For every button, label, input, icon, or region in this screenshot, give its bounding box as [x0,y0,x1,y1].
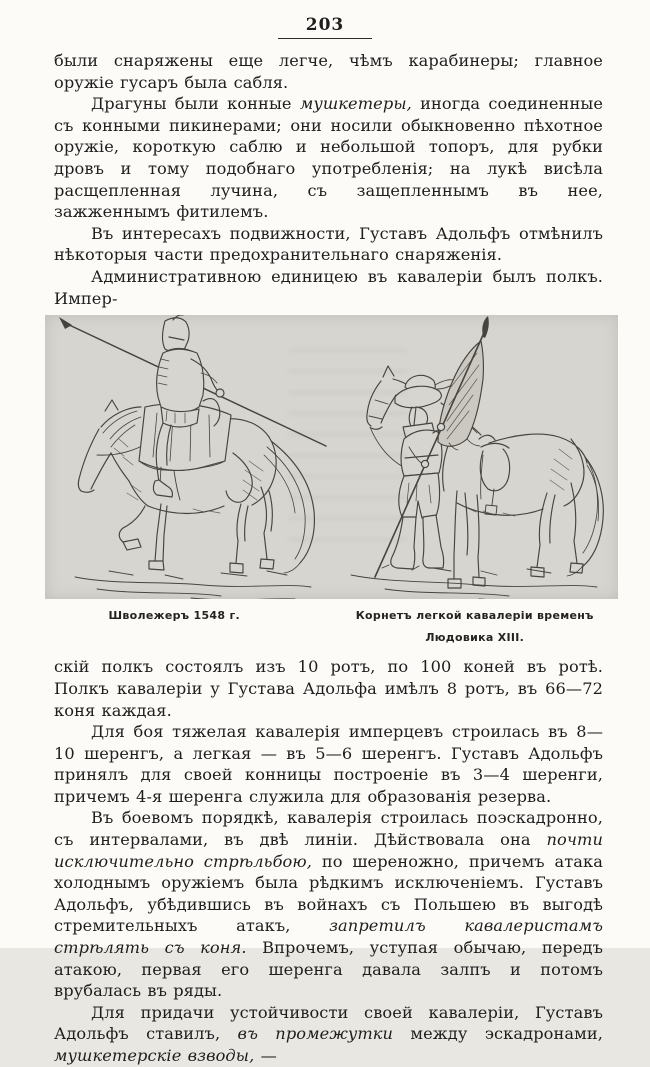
page-header [0,0,650,39]
ground-hatching [351,567,597,599]
paragraph-text: — [254,1046,277,1065]
figure-captions [45,605,618,648]
paragraph [54,1002,603,1067]
paragraph-text-italic: почти исключительно стрѣльбою, [54,830,603,871]
figure-plate [45,315,618,599]
paragraph-text: Впрочемъ, уступая обычаю, передъ атакою, первая его шеренга давала залпъ и потомъ врубалась въ ряды. [54,938,603,1001]
page-number: 203 [278,15,373,39]
paragraph-text-italic: въ промежутки [237,1024,394,1044]
paragraph-text: были снаряжены еще легче, чѣмъ карабинеры; главное оружіе гусаръ была сабля. [54,51,603,92]
ground-hatching [75,571,311,599]
spacer [54,648,603,656]
paragraph-text: Въ интересахъ подвижности, Густавъ Адольфъ отмѣнилъ нѣкоторыя части предохранительнаго снаряженія. [54,223,603,265]
paragraph-text-italic: мушкетерскіе взводы, [54,1046,255,1065]
mounted-lancer-engraving [45,315,331,599]
paragraph-text-italic: запретилъ кавалеристамъ стрѣлять съ коня. [54,916,603,958]
paragraph-text: Для придачи устойчивости своей кавалеріи, Густавъ Адольфъ ставилъ, [54,1002,603,1044]
paragraph-text: иногда соединенные съ конными пикинерами; они носили обыкновенно пѣхотное оружіе, короткую саблю и небольшой топоръ, для рубки дровъ и тому подобнаго употребленія; на лукѣ висѣла расщепленная лучина, съ защепленнымъ въ нее, зажженнымъ фитилемъ. [54,94,603,222]
paragraph [54,93,603,223]
paragraph-text: Въ боевомъ порядкѣ, кавалерія строилась поэскадронно, съ интервалами, въ двѣ линіи. Дѣйствовала она [54,808,603,850]
paragraph [54,266,603,309]
paragraph-text: Административною единицею въ кавалеріи былъ полкъ. Импер- [54,266,603,308]
paragraph-text: Для боя тяжелая кавалерія имперцевъ строилась въ 8—10 шеренгъ, а легкая — въ 5—6 шеренгъ. Густавъ Адольфъ принялъ для своей конницы построеніе въ 3—4 шеренги, причемъ 4-я шеренга служила для образованія резерва. [54,722,603,806]
paragraph [54,721,603,807]
paragraph-text-italic: мушкетеры, [299,94,412,114]
paragraph [54,656,603,721]
saddle [479,435,510,515]
cavalry-standard-banner [438,341,483,450]
paragraph [54,50,603,93]
paragraph-text: между эскадронами, [393,1024,603,1044]
paragraph-text: Драгуны были конные [91,94,300,114]
paragraph [54,223,603,266]
paragraph-text: скій полкъ состоялъ изъ 10 ротъ, по 100 коней въ ротѣ. Полкъ кавалеріи у Густава Адольфа имѣлъ 8 ротъ, въ 66—72 коня каждая. [54,657,603,720]
cornet-with-standard-engraving [331,315,618,599]
caption-left: Шволежеръ 1548 г. [108,609,240,623]
caption-right: Корнетъ легкой кавалеріи временъ Людовика XIII. [355,609,594,644]
text-column [54,50,603,1067]
paragraph-text: по шереножно, причемъ атака холоднымъ оружіемъ была рѣдкимъ исключеніемъ. Густавъ Адольфъ, убѣдившись въ войнахъ съ Польшею въ выгодѣ стремительныхъ атакъ, [54,851,604,936]
paragraph [54,807,603,1001]
